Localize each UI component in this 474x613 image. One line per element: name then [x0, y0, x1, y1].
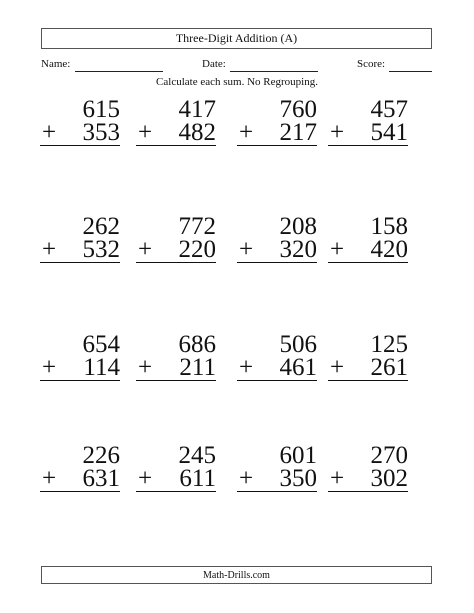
- plus-sign: +: [330, 465, 345, 492]
- addend-top: 245: [178, 442, 216, 469]
- plus-sign: +: [239, 354, 254, 381]
- addition-problem: [40, 98, 120, 146]
- plus-sign: +: [239, 119, 254, 146]
- addend-top: 417: [178, 96, 216, 123]
- addend-top: 457: [370, 96, 408, 123]
- addition-problem: [328, 98, 408, 146]
- plus-sign: +: [42, 119, 57, 146]
- addend-bottom-row: [328, 467, 408, 492]
- addend-bottom: 350: [279, 465, 317, 492]
- addend-top: 226: [82, 442, 120, 469]
- addition-problem: [136, 215, 216, 263]
- plus-sign: +: [42, 236, 57, 263]
- addition-problem: [136, 444, 216, 492]
- addend-top: 125: [370, 331, 408, 358]
- addend-bottom: 353: [82, 119, 120, 146]
- addend-bottom: 220: [178, 236, 216, 263]
- addend-top: 654: [82, 331, 120, 358]
- addend-bottom-row: [136, 238, 216, 263]
- name-line[interactable]: [75, 71, 163, 72]
- addend-bottom-row: [328, 121, 408, 146]
- plus-sign: +: [42, 354, 57, 381]
- addend-bottom: 420: [370, 236, 408, 263]
- footer-box: [41, 566, 432, 584]
- addend-bottom-row: [136, 356, 216, 381]
- addend-bottom-row: [328, 238, 408, 263]
- addend-bottom-row: [237, 467, 317, 492]
- addend-bottom-row: [40, 238, 120, 263]
- addend-bottom: 541: [370, 119, 408, 146]
- plus-sign: +: [330, 354, 345, 381]
- addend-bottom: 631: [82, 465, 120, 492]
- name-label: Name:: [41, 58, 71, 70]
- addend-bottom: 114: [83, 354, 120, 381]
- addition-problem: [40, 444, 120, 492]
- addend-bottom: 611: [179, 465, 216, 492]
- plus-sign: +: [138, 236, 153, 263]
- addend-bottom-row: [136, 467, 216, 492]
- footer-text: Math-Drills.com: [203, 569, 270, 581]
- addend-top: 615: [82, 96, 120, 123]
- plus-sign: +: [239, 236, 254, 263]
- date-label: Date:: [202, 58, 226, 70]
- addend-top: 601: [279, 442, 317, 469]
- addend-top: 262: [82, 213, 120, 240]
- addend-bottom: 532: [82, 236, 120, 263]
- plus-sign: +: [138, 465, 153, 492]
- student-info-row: [0, 58, 474, 74]
- addend-top: 760: [279, 96, 317, 123]
- addend-bottom: 461: [279, 354, 317, 381]
- addition-problem: [136, 98, 216, 146]
- addend-bottom: 482: [178, 119, 216, 146]
- addend-bottom-row: [40, 121, 120, 146]
- plus-sign: +: [239, 465, 254, 492]
- addend-bottom: 261: [370, 354, 408, 381]
- addend-bottom: 320: [279, 236, 317, 263]
- plus-sign: +: [330, 236, 345, 263]
- addend-bottom: 302: [370, 465, 408, 492]
- addend-bottom: 217: [279, 119, 317, 146]
- addend-bottom: 211: [179, 354, 216, 381]
- score-line[interactable]: [389, 71, 432, 72]
- addend-bottom-row: [136, 121, 216, 146]
- addend-top: 686: [178, 331, 216, 358]
- plus-sign: +: [138, 119, 153, 146]
- addition-problem: [40, 333, 120, 381]
- date-line[interactable]: [230, 71, 318, 72]
- addition-problem: [328, 444, 408, 492]
- addition-problem: [40, 215, 120, 263]
- addend-bottom-row: [237, 356, 317, 381]
- title-box: [41, 28, 432, 49]
- instructions: Calculate each sum. No Regrouping.: [156, 76, 318, 88]
- addition-problem: [136, 333, 216, 381]
- addend-bottom-row: [237, 121, 317, 146]
- addend-bottom-row: [40, 467, 120, 492]
- addition-problem: [237, 333, 317, 381]
- plus-sign: +: [330, 119, 345, 146]
- addition-problem: [237, 98, 317, 146]
- addend-top: 158: [370, 213, 408, 240]
- plus-sign: +: [42, 465, 57, 492]
- worksheet-title: Three-Digit Addition (A): [175, 31, 298, 45]
- addition-problem: [328, 333, 408, 381]
- addend-top: 208: [279, 213, 317, 240]
- score-label: Score:: [357, 58, 386, 70]
- addend-top: 772: [178, 213, 216, 240]
- plus-sign: +: [138, 354, 153, 381]
- addition-problem: [237, 215, 317, 263]
- addend-top: 506: [279, 331, 317, 358]
- addition-problem: [237, 444, 317, 492]
- addend-bottom-row: [328, 356, 408, 381]
- addend-bottom-row: [237, 238, 317, 263]
- addend-top: 270: [370, 442, 408, 469]
- addend-bottom-row: [40, 356, 120, 381]
- addition-problem: [328, 215, 408, 263]
